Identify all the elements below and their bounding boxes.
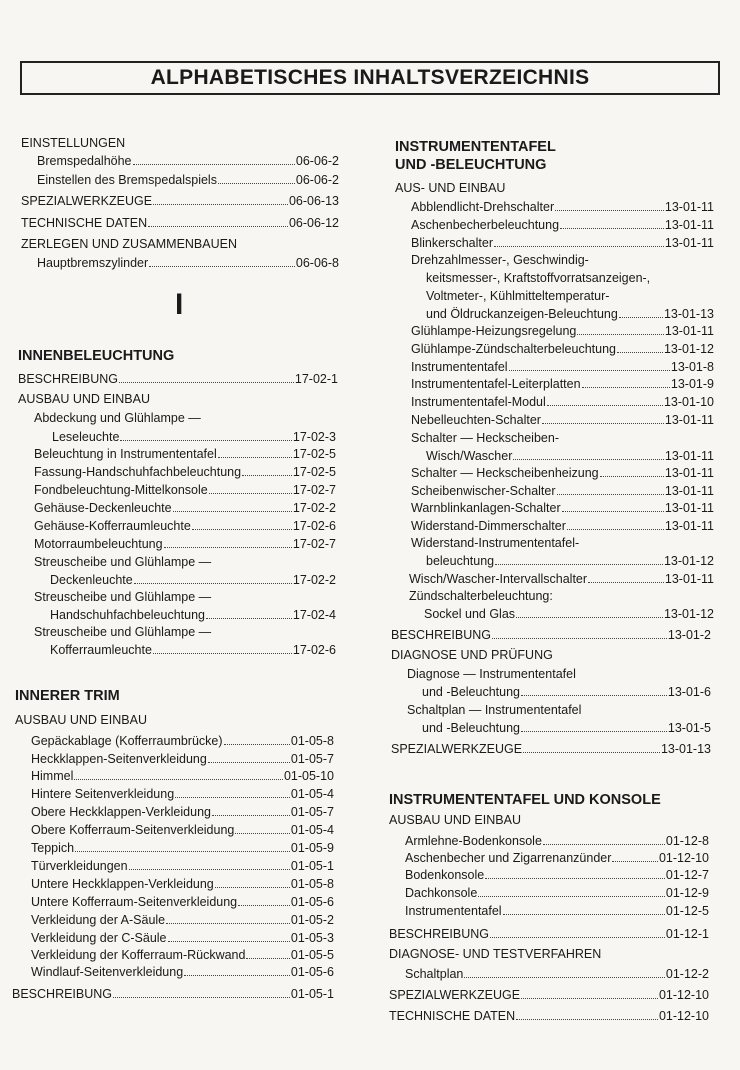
index-entry-text: Diagnose — Instrumententafel: [407, 667, 576, 681]
subheading-ausbau: AUSBAU UND EINBAU: [389, 813, 521, 827]
index-entry[interactable]: Instrumententafel-Leiterplatten 13-01-9: [411, 377, 714, 391]
index-entry[interactable]: Obere Kofferraum-Seitenverkleidung 01-05-4: [31, 823, 334, 837]
index-entry[interactable]: Gehäuse-Deckenleuchte 17-02-2: [34, 501, 336, 515]
index-entry[interactable]: Schalter — Heckscheibenheizung 13-01-11: [411, 466, 714, 480]
index-entry[interactable]: beleuchtung 13-01-12: [426, 554, 714, 568]
index-entry[interactable]: Widerstand-Dimmerschalter 13-01-11: [411, 519, 714, 533]
index-entry[interactable]: Motorraumbeleuchtung 17-02-7: [34, 537, 336, 551]
index-entry[interactable]: Schaltplan 01-12-2: [405, 967, 709, 981]
index-entry[interactable]: Bodenkonsole 01-12-7: [405, 868, 709, 882]
index-entry[interactable]: SPEZIALWERKZEUGE 01-12-10: [389, 988, 709, 1002]
index-entry[interactable]: Leseleuchte 17-02-3: [52, 430, 336, 444]
index-entry[interactable]: SPEZIALWERKZEUGE 06-06-13: [21, 194, 339, 208]
section-innenbeleuchtung: INNENBELEUCHTUNG: [18, 348, 175, 364]
index-entry-text: Streuscheibe und Glühlampe —: [34, 625, 212, 639]
index-entry[interactable]: TECHNISCHE DATEN 01-12-10: [389, 1009, 709, 1023]
index-entry[interactable]: Fondbeleuchtung-Mittelkonsole 17-02-7: [34, 483, 336, 497]
index-entry[interactable]: und Öldruckanzeigen-Beleuchtung 13-01-13: [426, 307, 714, 321]
subheading-diagnose: DIAGNOSE- UND TESTVERFAHREN: [389, 947, 602, 961]
index-entry[interactable]: Aschenbecher und Zigarrenanzünder 01-12-10: [405, 851, 709, 865]
index-entry[interactable]: Hintere Seitenverkleidung 01-05-4: [31, 787, 334, 801]
index-entry[interactable]: Armlehne-Bodenkonsole 01-12-8: [405, 834, 709, 848]
index-entry-text: Drehzahlmesser-, Geschwindig-: [411, 253, 589, 267]
index-entry[interactable]: BESCHREIBUNG 01-05-1: [12, 987, 334, 1001]
index-letter: I: [175, 288, 184, 321]
index-entry[interactable]: TECHNISCHE DATEN 06-06-12: [21, 216, 339, 230]
index-entry[interactable]: Einstellen des Bremspedalspiels 06-06-2: [37, 173, 339, 187]
index-entry[interactable]: Obere Heckklappen-Verkleidung 01-05-7: [31, 805, 334, 819]
index-entry[interactable]: BESCHREIBUNG 17-02-1: [18, 372, 338, 386]
index-entry-text: Zündschalterbeleuchtung:: [409, 589, 553, 603]
index-entry[interactable]: Glühlampe-Zündschalterbeleuchtung 13-01-12: [411, 342, 714, 356]
index-entry[interactable]: Dachkonsole 01-12-9: [405, 886, 709, 900]
index-entry-text: Voltmeter-, Kühlmitteltemperatur-: [426, 289, 610, 303]
index-entry[interactable]: SPEZIALWERKZEUGE 13-01-13: [391, 742, 711, 756]
index-entry[interactable]: Wisch/Wascher 13-01-11: [426, 449, 714, 463]
index-entry[interactable]: Blinkerschalter 13-01-11: [411, 236, 714, 250]
index-entry-text: keitsmesser-, Kraftstoffvorratsanzeigen-,: [426, 271, 651, 285]
section-instrumententafel-beleuchtung-2: UND -BELEUCHTUNG: [395, 157, 547, 173]
index-entry[interactable]: Teppich 01-05-9: [31, 841, 334, 855]
index-entry[interactable]: Instrumententafel 01-12-5: [405, 904, 709, 918]
index-entry[interactable]: Warnblinkanlagen-Schalter 13-01-11: [411, 501, 714, 515]
index-entry[interactable]: Handschuhfachbeleuchtung 17-02-4: [50, 608, 336, 622]
index-entry[interactable]: Deckenleuchte 17-02-2: [50, 573, 336, 587]
heading-zerlegen: ZERLEGEN UND ZUSAMMENBAUEN: [21, 237, 237, 251]
index-entry-text: Widerstand-Instrumententafel-: [411, 536, 580, 550]
index-entry[interactable]: Instrumententafel-Modul 13-01-10: [411, 395, 714, 409]
index-entry[interactable]: Verkleidung der A-Säule 01-05-2: [31, 913, 334, 927]
index-entry[interactable]: Kofferraumleuchte 17-02-6: [50, 643, 336, 657]
index-entry[interactable]: BESCHREIBUNG 13-01-2: [391, 628, 711, 642]
index-entry[interactable]: Gehäuse-Kofferraumleuchte 17-02-6: [34, 519, 336, 533]
index-entry[interactable]: Scheibenwischer-Schalter 13-01-11: [411, 484, 714, 498]
section-instrumententafel-konsole: INSTRUMENTENTAFEL UND KONSOLE: [389, 792, 661, 808]
index-entry[interactable]: Himmel 01-05-10: [31, 769, 334, 783]
index-entry-text: Streuscheibe und Glühlampe —: [34, 555, 212, 569]
index-entry[interactable]: Heckklappen-Seitenverkleidung 01-05-7: [31, 752, 334, 766]
index-entry[interactable]: BESCHREIBUNG 01-12-1: [389, 927, 709, 941]
index-entry[interactable]: Hauptbremszylinder 06-06-8: [37, 256, 339, 270]
index-entry[interactable]: und -Beleuchtung 13-01-6: [422, 685, 711, 699]
section-innerer-trim: INNERER TRIM: [15, 688, 120, 704]
index-entry-text: Schaltplan — Instrumententafel: [407, 703, 582, 717]
index-entry[interactable]: Abblendlicht-Drehschalter 13-01-11: [411, 200, 714, 214]
index-entry[interactable]: Untere Heckklappen-Verkleidung 01-05-8: [31, 877, 334, 891]
page-title: ALPHABETISCHES INHALTSVERZEICHNIS: [20, 61, 720, 95]
section-instrumententafel-beleuchtung: INSTRUMENTENTAFEL: [395, 139, 556, 155]
index-entry[interactable]: Bremspedalhöhe 06-06-2: [37, 154, 339, 168]
index-entry[interactable]: Aschenbecherbeleuchtung 13-01-11: [411, 218, 714, 232]
index-entry[interactable]: Wisch/Wascher-Intervallschalter 13-01-11: [409, 572, 714, 586]
index-entry[interactable]: Türverkleidungen 01-05-1: [31, 859, 334, 873]
index-entry[interactable]: Glühlampe-Heizungsregelung 13-01-11: [411, 324, 714, 338]
index-entry[interactable]: Fassung-Handschuhfachbeleuchtung 17-02-5: [34, 465, 336, 479]
index-entry[interactable]: Verkleidung der Kofferraum-Rückwand 01-05-5: [31, 948, 334, 962]
index-entry-text: Abdeckung und Glühlampe —: [34, 411, 201, 425]
index-entry[interactable]: und -Beleuchtung 13-01-5: [422, 721, 711, 735]
index-entry[interactable]: Windlauf-Seitenverkleidung 01-05-6: [31, 965, 334, 979]
index-entry-text: Streuscheibe und Glühlampe —: [34, 590, 212, 604]
subheading-diagnose: DIAGNOSE UND PRÜFUNG: [391, 648, 553, 662]
index-entry[interactable]: Verkleidung der C-Säule 01-05-3: [31, 931, 334, 945]
index-entry[interactable]: Sockel und Glas 13-01-12: [424, 607, 714, 621]
index-entry[interactable]: Untere Kofferraum-Seitenverkleidung 01-05-6: [31, 895, 334, 909]
subheading-ausbau: AUSBAU UND EINBAU: [15, 713, 147, 727]
subheading-ausbau: AUSBAU UND EINBAU: [18, 392, 150, 406]
index-entry[interactable]: Instrumententafel 13-01-8: [411, 360, 714, 374]
index-entry[interactable]: Gepäckablage (Kofferraumbrücke) 01-05-8: [31, 734, 334, 748]
subheading-ausbau: AUS- UND EINBAU: [395, 181, 506, 195]
index-entry[interactable]: Beleuchtung in Instrumententafel 17-02-5: [34, 447, 336, 461]
heading-einstellungen: EINSTELLUNGEN: [21, 136, 126, 150]
index-entry-text: Schalter — Heckscheiben-: [411, 431, 559, 445]
index-entry[interactable]: Nebelleuchten-Schalter 13-01-11: [411, 413, 714, 427]
